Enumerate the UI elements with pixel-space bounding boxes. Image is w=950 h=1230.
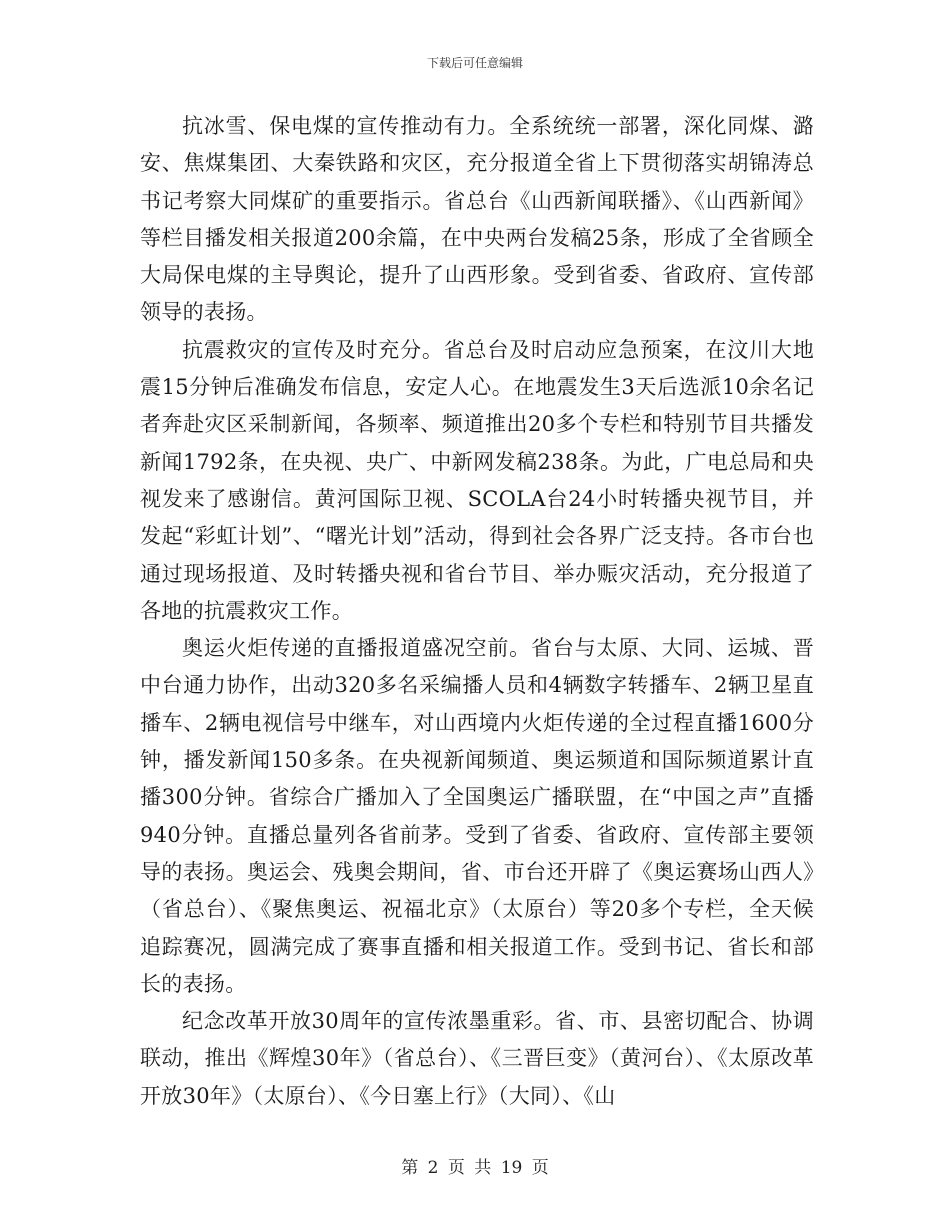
paragraph-reform-anniversary: 纪念改革开放30周年的宣传浓墨重彩。省、市、县密切配合、协调联动，推出《辉煌30年》（省总台）、《三晋巨变》（黄河台）、《太原改革开放30年》（太原台）、《今日塞上行》（大同）、《山 bbox=[140, 1009, 814, 1108]
paragraph-olympic-torch: 奥运火炬传递的直播报道盛况空前。省台与太原、大同、运城、晋中台通力协作，出动320多名采编播人员和4辆数字转播车、2辆卫星直播车、2辆电视信号中继车，对山西境内火炬传递的全过程直播1600分钟，播发新闻150多条。在央视新闻频道、奥运频道和国际频道累计直播300分钟。省综合广播加入了全国奥运广播联盟，在“中国之声”直播940分钟。直播总量列各省前茅。受到了省委、省政府、宣传部主要领导的表扬。奥运会、残奥会期间，省、市台还开辟了《奥运赛场山西人》（省总台）、《聚焦奥运、祝福北京》（太原台）等20多个专栏，全天候追踪赛况，圆满完成了赛事直播和相关报道工作。受到书记、省长和部长的表扬。 bbox=[140, 636, 814, 996]
paragraph-earthquake-relief: 抗震救灾的宣传及时充分。省总台及时启动应急预案，在汶川大地震15分钟后准确发布信息，安定人心。在地震发生3天后选派10余名记者奔赴灾区采制新闻，各频率、频道推出20多个专栏和特别节目共播发新闻1792条，在央视、央广、中新网发稿238条。为此，广电总局和央视发来了感谢信。黄河国际卫视、SCOLA台24小时转播央视节目，并发起“彩虹计划”、“曙光计划”活动，得到社会各界广泛支持。各市台也通过现场报道、及时转播央视和省台节目、举办赈灾活动，充分报道了各地的抗震救灾工作。 bbox=[140, 337, 814, 623]
document-body bbox=[140, 108, 814, 1115]
page-header: 下载后可任意编辑 bbox=[426, 56, 523, 70]
page-footer: 第 2 页 共 19 页 bbox=[401, 1158, 549, 1178]
paragraph-ice-snow-coal: 抗冰雪、保电煤的宣传推动有力。全系统统一部署，深化同煤、潞安、焦煤集团、大秦铁路和灾区，充分报道全省上下贯彻落实胡锦涛总书记考察大同煤矿的重要指示。省总台《山西新闻联播》、《山西新闻》等栏目播发相关报道200余篇，在中央两台发稿25条，形成了全省顾全大局保电煤的主导舆论，提升了山西形象。受到省委、省政府、宣传部领导的表扬。 bbox=[140, 114, 814, 325]
